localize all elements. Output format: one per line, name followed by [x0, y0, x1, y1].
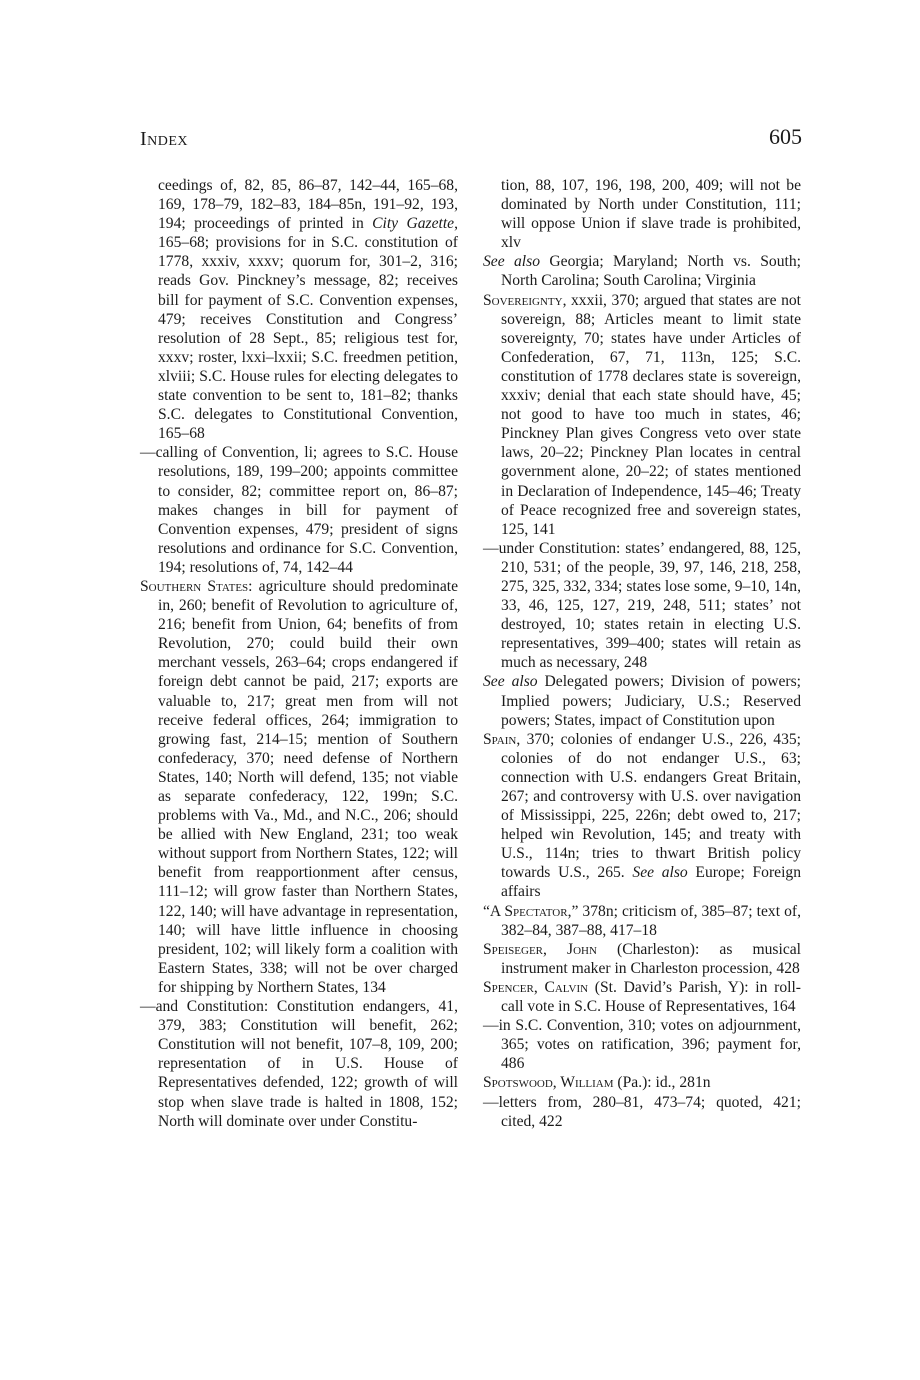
index-title: Index [140, 128, 189, 150]
page-number: 605 [769, 124, 802, 149]
index-subentry-calling-of-convention: —calling of Convention, li; agrees to S.C. House resolutions, 189, 199–200; appoints committee to consider, 82; committee report on, 86–87; makes changes in bill for payment of Convention expenses, 479; president of signs resolutions and ordinance for S.C. Convention, 194; resolutions of, 74, 142–44 [140, 444, 458, 576]
running-head [140, 124, 802, 158]
right-column [483, 176, 801, 1131]
entry-heading: Sovereignty [483, 291, 563, 309]
index-entry-spain: Spain, 370; colonies of endanger U.S., 226, 435; colonies of do not endanger U.S., 63; connection with U.S. endangers Great Britain, 267; and controversy with U.S. over navigation of Mississippi, 225, 226n; debt owed to, 217; helped win Revolution, 145; and treaty with U.S., 114n; tries to thwart British policy towards U.S., 265. See also Europe; Foreign affairs [483, 730, 802, 901]
index-entry-spotswood: Spotswood, William (Pa.): id., 281n [483, 1074, 711, 1092]
entry-heading: Spain [483, 730, 517, 748]
index-entry-a-spectator: “A Spectator,” 378n; criticism of, 385–87; text of, 382–84, 387–88, 417–18 [483, 902, 801, 939]
index-entry-continuation: tion, 88, 107, 196, 198, 200, 409; will not be dominated by North under Constitution, 111; will oppose Union if slave trade is prohibited, xlv [501, 177, 801, 252]
index-entry-speiseger: Speiseger, John (Charleston): as musical instrument maker in Charleston procession, 428 [483, 940, 801, 977]
entry-heading: Spencer, Calvin [483, 978, 589, 996]
entry-heading: Speiseger, John [483, 940, 597, 958]
left-column [140, 176, 458, 1131]
index-see-also: See also Delegated powers; Division of powers; Implied powers; Judiciary, U.S.; Reserved powers; States, impact of Constitution upon [483, 673, 801, 729]
entry-heading: Southern States [140, 577, 249, 595]
index-entry-southern-states: Southern States: agriculture should predominate in, 260; benefit of Revolution to agriculture of, 216; benefit from Union, 64; benefits of from Revolution, 270; could build their own merchant vessels, 263–64; crops endangered if foreign debt cannot be paid, 217; exports are valuable to, 217; great men from will not receive federal offices, 264; immigration to growing fast, 214–15; mention of Southern confederacy, 370; need defense of Northern States, 140; North will defend, 135; not viable as separate confederacy, 122, 199n; S.C. problems with Va., Md., and N.C., 206; should be allied with New England, 231; too weak without support from Northern States, 122; will benefit from reapportionment after census, 111–12; will grow faster than Northern States, 122, 140; will have advantage in representation, 140; will have little influence in choosing president, 102; will likely form a coalition with Eastern States, 338; will not be over charged for shipping by Northern States, 134 [140, 577, 459, 996]
index-entry-spencer: Spencer, Calvin (St. David’s Parish, Y): in roll-call vote in S.C. House of Representatives, 164 [483, 978, 801, 1016]
index-entry-continuation: ceedings of, 82, 85, 86–87, 142–44, 165–68, 169, 178–79, 182–83, 184–85n, 191–92, 193, 194; proceedings of printed in City Gazette, 165–68; provisions for in S.C. constitution of 1778, xxxiv, xxxv; quorum for, 301–2, 316; reads Gov. Pinckney’s message, 82; receives bill for payment of S.C. Convention expenses, 479; receives Constitution and Congress’ resolution of 28 Sept., 85; religious test for, xxxv; roster, lxxi–lxxii; S.C. freedmen petition, xlviii; S.C. House rules for electing delegates to state convention to be sent to, 181–82; thanks S.C. delegates to Constitutional Convention, 165–68 [158, 177, 458, 443]
index-subentry-and-constitution: —and Constitution: Constitution endangers, 41, 379, 383; Constitution will benefit, 262; Constitution will not benefit, 107–8, 109, 200; representation of in U.S. House of Representatives defended, 122; growth of will stop when slave trade is halted in 1808, 152; North will dominate over under Constitu- [140, 998, 458, 1130]
entry-heading: Spotswood, William [483, 1074, 614, 1092]
index-subentry-letters-from: —letters from, 280–81, 473–74; quoted, 421; cited, 422 [483, 1093, 801, 1130]
index-entry-sovereignty: Sovereignty, xxxii, 370; argued that states are not sovereign, 88; Articles meant to limit state sovereignty, 70; states have under Articles of Confederation, 67, 71, 113n, 125; S.C. constitution of 1778 declares state is sovereign, xxxiv; denial that each state should have, 45; not good to have too much in states, 46; Pinckney Plan gives Congress veto over state laws, 20–22; Pinckney Plan locates in central government alone, 20–22; of states mentioned in Declaration of Independence, 145–46; Treaty of Peace recognized free and sovereign states, 125, 141 [483, 291, 801, 538]
index-subentry-under-constitution: —under Constitution: states’ endangered, 88, 125, 210, 531; of the people, 39, 97, 146, 218, 258, 275, 325, 332, 334; states lose some, 9–10, 14n, 33, 46, 125, 127, 219, 248, 511; states’ not destroyed, 10; states retain in electing U.S. representatives, 399–400; states will retain as much as necessary, 248 [483, 539, 801, 672]
index-see-also: See also Georgia; Maryland; North vs. South; North Carolina; South Carolina; Virginia [483, 253, 801, 290]
entry-heading: Spectator [504, 902, 568, 920]
index-subentry-sc-convention: —in S.C. Convention, 310; votes on adjournment, 365; votes on ratification, 396; payment for, 486 [483, 1017, 801, 1073]
